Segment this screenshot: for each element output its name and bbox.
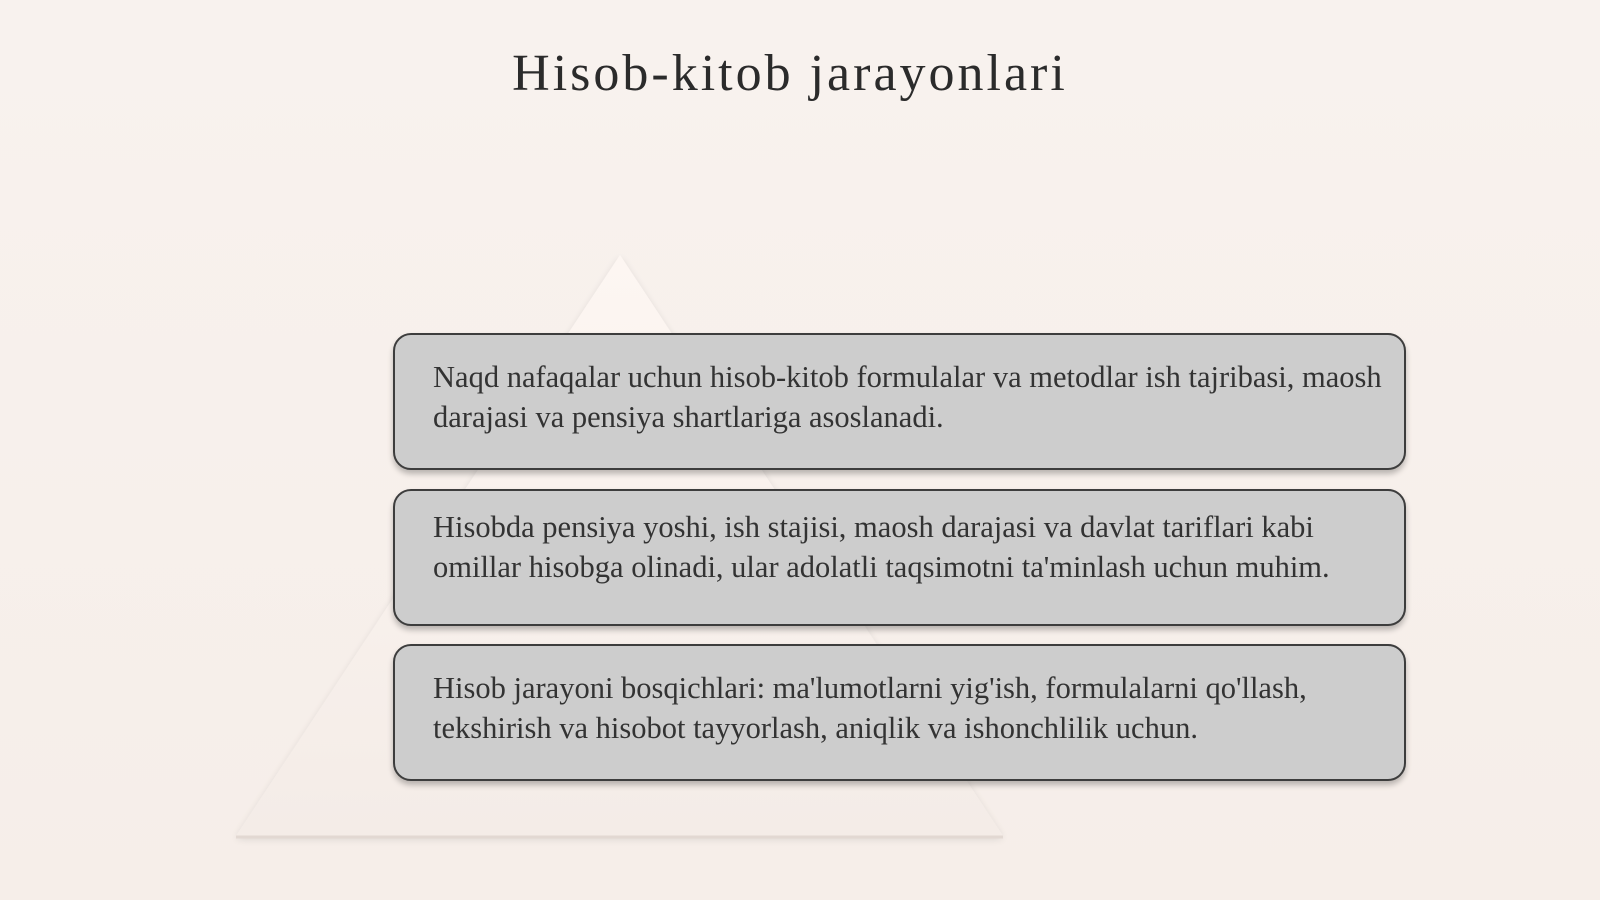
content-box-text: Hisob jarayoni bosqichlari: ma'lumotlarni yig'ish, formulalarni qo'llash, tekshirish va hisobot tayyorlash, aniqlik va ishonchlilik uchun.: [433, 671, 1307, 745]
content-box-1: [393, 333, 1406, 470]
content-box-text: Naqd nafaqalar uchun hisob-kitob formulalar va metodlar ish tajribasi, maosh darajasi va pensiya shartlariga asoslanadi.: [433, 360, 1382, 434]
content-box-3: [393, 644, 1406, 781]
slide-title: Hisob-kitob jarayonlari: [512, 45, 1068, 102]
content-box-2: [393, 489, 1406, 626]
content-box-text: Hisobda pensiya yoshi, ish stajisi, maosh darajasi va davlat tariflari kabi omillar hisobga olinadi, ular adolatli taqsimotni ta'minlash uchun muhim.: [433, 510, 1330, 584]
